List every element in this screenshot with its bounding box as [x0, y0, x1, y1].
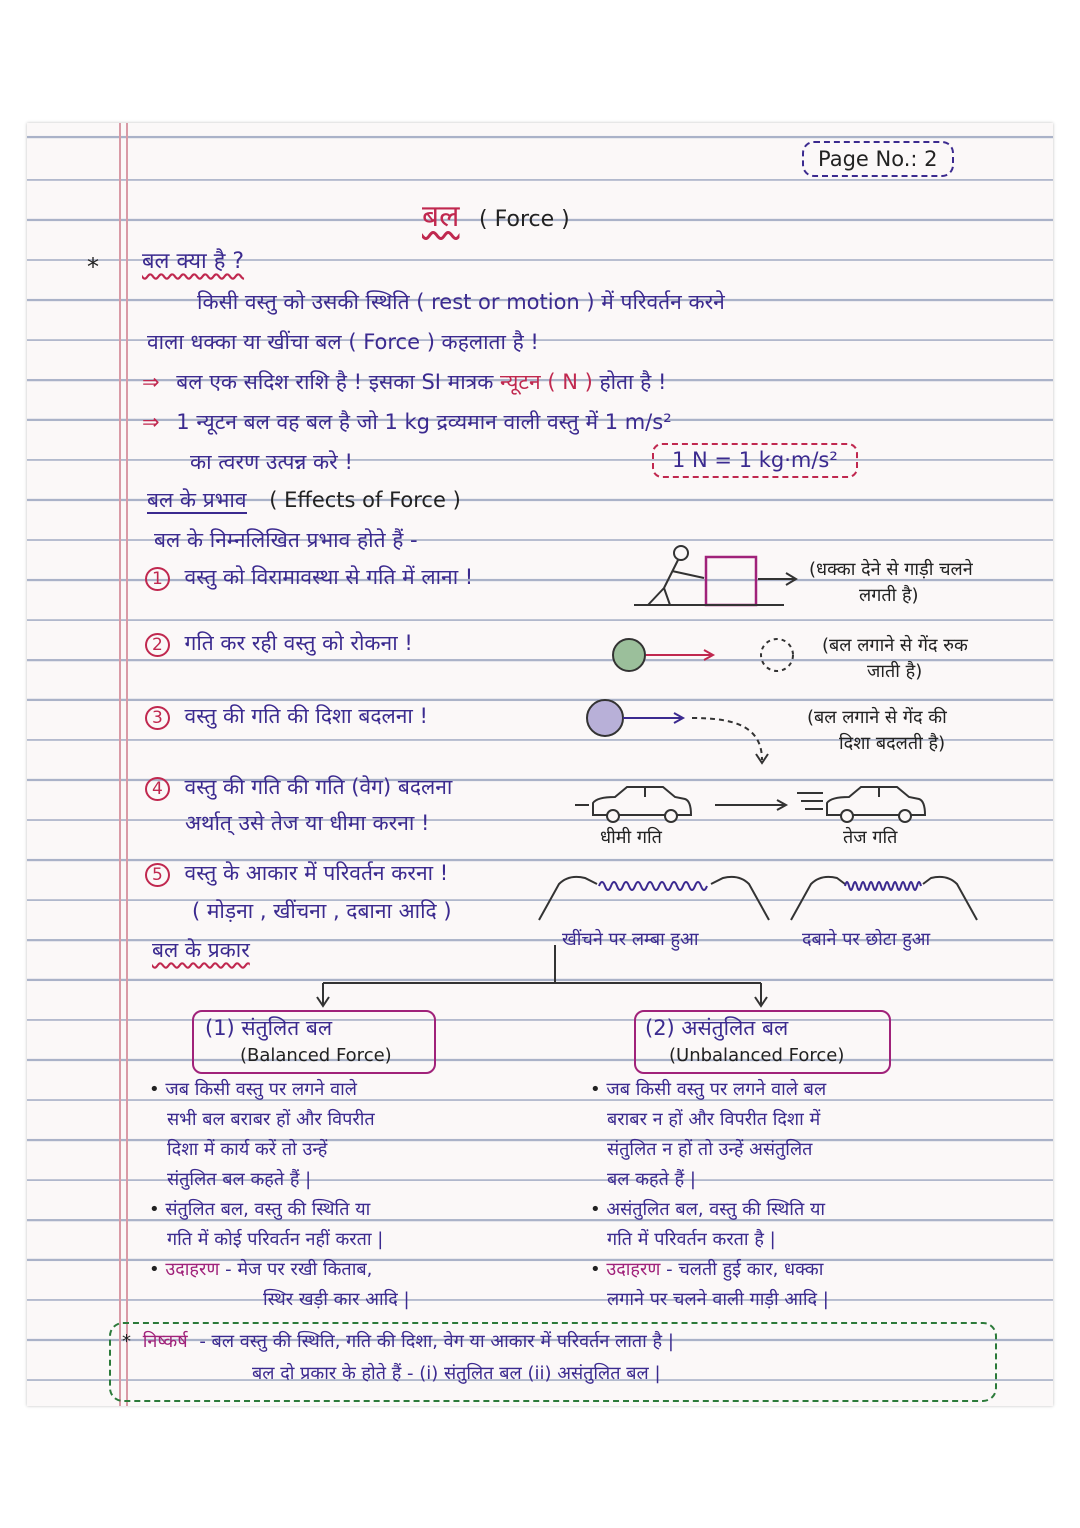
page-number: Page No.: 2 [802, 141, 954, 177]
note-2-line-1: (बल लगाने से गेंद रुक [822, 635, 968, 656]
arrow-icon: ⇒ [142, 410, 160, 434]
unbalanced-bullet-1-line-1: • जब किसी वस्तु पर लगने वाले बल [590, 1079, 827, 1100]
effects-heading: बल के प्रभाव ( Effects of Force ) [147, 488, 461, 512]
balanced-bullet-1-line-3: दिशा में कार्य करें तो उन्हें [167, 1139, 328, 1160]
balanced-bullet-1-line-4: संतुलित बल कहते हैं | [167, 1169, 312, 1190]
unbalanced-bullet-1-line-3: संतुलित न हों तो उन्हें असंतुलित [607, 1139, 813, 1160]
margin-line [126, 123, 128, 1406]
point-si-unit: ⇒ बल एक सदिश राशि है ! इसका SI मात्रक न्यूटन ( N ) होता है ! [142, 370, 667, 394]
unbalanced-example: • उदाहरण - चलती हुई कार, धक्का [590, 1259, 824, 1280]
definition-line-2: वाला धक्का या खींचा बल ( Force ) कहलाता है ! [147, 330, 539, 354]
effect-item-1: 1 वस्तु को विरामावस्था से गति में लाना ! [145, 565, 473, 590]
unbalanced-bullet-2-line-1: • असंतुलित बल, वस्तु की स्थिति या [590, 1199, 826, 1220]
margin-line [119, 123, 121, 1406]
note-1-line-1: (धक्का देने से गाड़ी चलने [809, 559, 973, 580]
effects-intro: बल के निम्नलिखित प्रभाव होते हैं - [154, 528, 418, 552]
title-english: ( Force ) [479, 207, 570, 232]
point-newton-cont: का त्वरण उत्पन्न करे ! [190, 450, 353, 474]
question-heading: बल क्या है ? [142, 249, 245, 274]
effect-item-2: 2 गति कर रही वस्तु को रोकना ! [145, 631, 413, 656]
effect-item-5-cont: ( मोड़ना , खींचना , दबाना आदि ) [192, 899, 452, 923]
compressed-spring [845, 882, 921, 890]
spring-stretched-label: खींचने पर लम्बा हुआ [562, 929, 699, 950]
push-box-illustration [634, 543, 814, 613]
balanced-bullet-2-line-1: • संतुलित बल, वस्तु की स्थिति या [149, 1199, 371, 1220]
unbalanced-example-line-2: लगाने पर चलने वाली गाड़ी आदि | [607, 1289, 829, 1310]
effect-item-4-cont: अर्थात् उसे तेज या धीमा करना ! [185, 811, 430, 835]
notebook-page [27, 123, 1053, 1406]
car-speed-illustration [575, 783, 935, 825]
effect-item-3: 3 वस्तु की गति की दिशा बदलना ! [145, 704, 428, 729]
unbalanced-subtitle: (Unbalanced Force) [669, 1045, 845, 1066]
types-heading: बल के प्रकार [152, 938, 250, 962]
unbalanced-bullet-2-line-2: गति में परिवर्तन करता है | [607, 1229, 776, 1250]
stretched-spring [599, 882, 707, 890]
page-title [422, 199, 570, 235]
unbalanced-title: (2) असंतुलित बल [645, 1016, 789, 1040]
balanced-title: (1) संतुलित बल [205, 1016, 333, 1040]
note-2-line-2: जाती है) [867, 661, 923, 682]
conclusion-line-1: * निष्कर्ष - बल वस्तु की स्थिति, गति की दिशा, वेग या आकार में परिवर्तन लाता है | [122, 1331, 674, 1352]
conclusion-line-2: बल दो प्रकार के होते हैं - (i) संतुलित बल (ii) असंतुलित बल | [252, 1363, 661, 1384]
note-3-line-1: (बल लगाने से गेंद की [807, 707, 947, 728]
balanced-bullet-1-line-2: सभी बल बराबर हों और विपरीत [167, 1109, 375, 1130]
formula-box: 1 N = 1 kg·m/s² [652, 443, 858, 478]
effect-item-5: 5 वस्तु के आकार में परिवर्तन करना ! [145, 861, 448, 886]
car-slow-label: धीमी गति [600, 827, 662, 848]
point-newton-def: ⇒ 1 न्यूटन बल वह बल है जो 1 kg द्रव्यमान वाली वस्तु में 1 m/s² [142, 410, 672, 434]
arrow-icon: ⇒ [142, 370, 160, 394]
ball-direction-illustration [584, 700, 774, 770]
star-bullet: * [87, 253, 99, 281]
ball-stop-illustration [612, 637, 802, 677]
effect-item-4: 4 वस्तु की गति की गति (वेग) बदलना [145, 775, 452, 800]
balanced-bullet-1-line-1: • जब किसी वस्तु पर लगने वाले [149, 1079, 357, 1100]
car-fast-label: तेज गति [843, 827, 898, 848]
balanced-bullet-2-line-2: गति में कोई परिवर्तन नहीं करता | [167, 1229, 384, 1250]
note-1-line-2: लगती है) [859, 585, 919, 606]
types-tree-connector [317, 945, 777, 1005]
unbalanced-bullet-1-line-4: बल कहते हैं | [607, 1169, 696, 1190]
spring-illustration [539, 868, 969, 928]
definition-line-1: किसी वस्तु को उसकी स्थिति ( rest or motion ) में परिवर्तन करने [197, 290, 725, 314]
balanced-example: • उदाहरण - मेज पर रखी किताब, [149, 1259, 373, 1280]
balanced-subtitle: (Balanced Force) [240, 1045, 392, 1066]
note-3-line-2: दिशा बदलती है) [839, 733, 946, 754]
spring-compressed-label: दबाने पर छोटा हुआ [802, 929, 931, 950]
balanced-example-line-2: स्थिर खड़ी कार आदि | [263, 1289, 410, 1310]
unbalanced-bullet-1-line-2: बराबर न हों और विपरीत दिशा में [607, 1109, 821, 1130]
title-hindi: बल [422, 199, 460, 234]
